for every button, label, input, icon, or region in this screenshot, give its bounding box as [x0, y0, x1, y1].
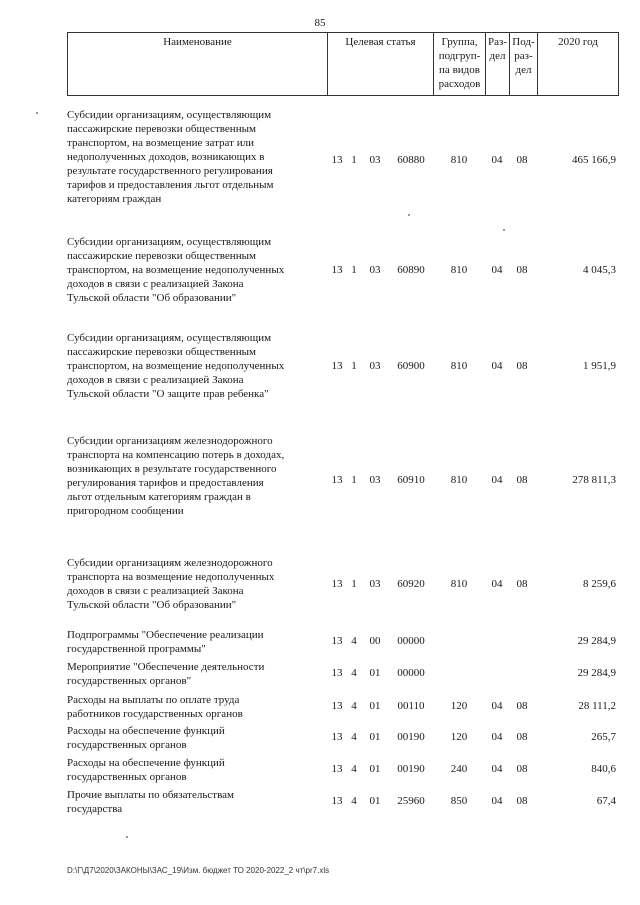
program-code: 13 [331, 474, 343, 486]
activity-code: 03 [369, 264, 381, 276]
row-name-line: льгот отдельным категориям граждан в [67, 491, 251, 503]
scan-speck [503, 229, 505, 231]
row-name [67, 724, 325, 752]
table-row [67, 788, 619, 818]
expense-type: 810 [450, 578, 468, 590]
row-name-line: пассажирские перевозки общественным [67, 250, 256, 262]
header-group-cell [434, 33, 486, 95]
row-name [67, 556, 325, 612]
subsection-code: 08 [516, 795, 528, 807]
table-row [67, 108, 619, 212]
table-row [67, 235, 619, 309]
row-name-line: государственных органов [67, 739, 187, 751]
header-group-line: па видов [439, 64, 480, 76]
row-name-line: Расходы на выплаты по оплате труда [67, 694, 240, 706]
program-code: 13 [331, 154, 343, 166]
section-code: 04 [491, 795, 503, 807]
row-name-line: Субсидии организациям железнодорожного [67, 557, 273, 569]
row-name [67, 108, 325, 206]
row-name-line: доходов в связи с реализацией Закона [67, 374, 244, 386]
row-name-line: Прочие выплаты по обязательствам [67, 789, 234, 801]
row-name-line: доходов в связи с реализацией Закона [67, 585, 244, 597]
program-code: 13 [331, 763, 343, 775]
amount: 465 166,9 [572, 154, 616, 166]
header-podrazdel-line: раз- [514, 50, 533, 62]
header-target-cell [328, 33, 434, 95]
row-name-line: Субсидии организациям железнодорожного [67, 435, 273, 447]
section-code: 04 [491, 264, 503, 276]
amount: 8 259,6 [583, 578, 616, 590]
scan-speck [408, 214, 410, 216]
header-podrazdel-line: Под- [512, 36, 535, 48]
header-podrazdel-line: дел [515, 64, 532, 76]
section-code: 04 [491, 700, 503, 712]
scan-speck [36, 112, 38, 114]
row-name-line: Субсидии организациям, осуществляющим [67, 332, 272, 344]
row-name-line: категориям граждан [67, 193, 162, 205]
expense-type: 120 [450, 731, 468, 743]
header-group-line: подгруп- [438, 50, 481, 62]
table-row [67, 756, 619, 786]
row-name-line: Мероприятие "Обеспечение деятельности [67, 661, 265, 673]
section-code: 04 [491, 154, 503, 166]
program-code: 13 [331, 264, 343, 276]
program-code: 13 [331, 795, 343, 807]
header-group-line: расходов [438, 78, 481, 90]
subsection-code: 08 [516, 360, 528, 372]
amount: 28 111,2 [578, 700, 616, 712]
header-razdel-line: дел [489, 50, 506, 62]
subprogram-code: 4 [351, 795, 357, 807]
table-header [67, 32, 619, 96]
table-row [67, 660, 619, 690]
header-year-cell [538, 33, 618, 95]
row-name-line: транспортом, на возмещение затрат или [67, 137, 254, 149]
table-row [67, 693, 619, 723]
row-name [67, 331, 325, 401]
direction-code: 60900 [397, 360, 425, 372]
page-number: 85 [314, 17, 326, 29]
row-name-line: транспортом, на возмещение недополученных [67, 264, 285, 276]
header-name-cell [68, 33, 328, 95]
subprogram-code: 1 [351, 474, 357, 486]
activity-code: 03 [369, 360, 381, 372]
amount: 29 284,9 [577, 635, 616, 647]
row-name [67, 628, 325, 656]
row-name-line: пригородном сообщении [67, 505, 184, 517]
expense-type: 810 [450, 360, 468, 372]
direction-code: 25960 [397, 795, 425, 807]
row-name-line: результате государственного регулирования [67, 165, 273, 177]
row-name [67, 693, 325, 721]
table-row [67, 331, 619, 405]
subsection-code: 08 [516, 264, 528, 276]
subprogram-code: 4 [351, 700, 357, 712]
row-name-line: Подпрограммы "Обеспечение реализации [67, 629, 264, 641]
row-name [67, 434, 325, 518]
program-code: 13 [331, 635, 343, 647]
activity-code: 01 [369, 731, 381, 743]
row-name-line: пассажирские перевозки общественным [67, 346, 256, 358]
subprogram-code: 4 [351, 667, 357, 679]
expense-type: 120 [450, 700, 468, 712]
row-name [67, 660, 325, 688]
activity-code: 01 [369, 700, 381, 712]
expense-type: 810 [450, 474, 468, 486]
header-name: Наименование [163, 36, 232, 48]
row-name [67, 235, 325, 305]
subsection-code: 08 [516, 474, 528, 486]
row-name-line: транспорта на возмещение недополученных [67, 571, 275, 583]
activity-code: 03 [369, 154, 381, 166]
direction-code: 00110 [397, 700, 425, 712]
row-name-line: Тульской области "О защите прав ребенка" [67, 388, 269, 400]
row-name-line: государственных органов" [67, 675, 192, 687]
activity-code: 03 [369, 474, 381, 486]
row-name-line: возникающих в результате государственного [67, 463, 277, 475]
header-group-line: Группа, [441, 36, 478, 48]
header-target: Целевая статья [345, 36, 416, 48]
expense-type: 810 [450, 154, 468, 166]
row-name [67, 756, 325, 784]
activity-code: 01 [369, 795, 381, 807]
subprogram-code: 1 [351, 578, 357, 590]
section-code: 04 [491, 474, 503, 486]
subsection-code: 08 [516, 763, 528, 775]
amount: 840,6 [591, 763, 616, 775]
activity-code: 03 [369, 578, 381, 590]
amount: 278 811,3 [572, 474, 616, 486]
section-code: 04 [491, 731, 503, 743]
header-razdel-line: Раз- [487, 36, 507, 48]
direction-code: 00000 [397, 635, 425, 647]
direction-code: 00000 [397, 667, 425, 679]
row-name-line: Расходы на обеспечение функций [67, 725, 225, 737]
subsection-code: 08 [516, 700, 528, 712]
expense-type: 810 [450, 264, 468, 276]
row-name-line: Тульской области "Об образовании" [67, 599, 237, 611]
direction-code: 60920 [397, 578, 425, 590]
table-row [67, 724, 619, 754]
subprogram-code: 1 [351, 360, 357, 372]
program-code: 13 [331, 578, 343, 590]
direction-code: 00190 [397, 763, 425, 775]
section-code: 04 [491, 578, 503, 590]
row-name-line: государственной программы" [67, 643, 206, 655]
amount: 1 951,9 [583, 360, 616, 372]
row-name-line: Субсидии организациям, осуществляющим [67, 236, 272, 248]
subprogram-code: 4 [351, 731, 357, 743]
direction-code: 60890 [397, 264, 425, 276]
table-row [67, 434, 619, 524]
subprogram-code: 4 [351, 763, 357, 775]
subsection-code: 08 [516, 578, 528, 590]
row-name-line: пассажирские перевозки общественным [67, 123, 256, 135]
row-name-line: регулирования тарифов и предоставления [67, 477, 264, 489]
amount: 4 045,3 [583, 264, 616, 276]
row-name-line: Субсидии организациям, осуществляющим [67, 109, 272, 121]
scan-speck [126, 836, 128, 838]
header-razdel-cell [486, 33, 510, 95]
row-name-line: Тульской области "Об образовании" [67, 292, 237, 304]
row-name-line: транспорта на компенсацию потерь в доходах, [67, 449, 285, 461]
row-name-line: работников государственных органов [67, 708, 243, 720]
activity-code: 00 [369, 635, 381, 647]
row-name-line: государства [67, 803, 123, 815]
direction-code: 60880 [397, 154, 425, 166]
row-name-line: государственных органов [67, 771, 187, 783]
program-code: 13 [331, 667, 343, 679]
amount: 29 284,9 [577, 667, 616, 679]
program-code: 13 [331, 731, 343, 743]
section-code: 04 [491, 360, 503, 372]
direction-code: 60910 [397, 474, 425, 486]
row-name-line: доходов в связи с реализацией Закона [67, 278, 244, 290]
row-name [67, 788, 325, 816]
activity-code: 01 [369, 667, 381, 679]
row-name-line: недополученных доходов, возникающих в [67, 151, 265, 163]
file-path-footer: D:\Г\Д7\2020\ЗАКОНЫ\ЗАС_19\Изм. бюджет ТО 2020-2022_2 чт\pr7.xls [67, 866, 330, 875]
header-podrazdel-cell [510, 33, 538, 95]
header-year: 2020 год [558, 36, 598, 48]
expense-type: 850 [450, 795, 468, 807]
direction-code: 00190 [397, 731, 425, 743]
section-code: 04 [491, 763, 503, 775]
amount: 67,4 [596, 795, 616, 807]
table-row [67, 556, 619, 616]
subsection-code: 08 [516, 154, 528, 166]
activity-code: 01 [369, 763, 381, 775]
subprogram-code: 4 [351, 635, 357, 647]
subsection-code: 08 [516, 731, 528, 743]
row-name-line: транспортом, на возмещение недополученных [67, 360, 285, 372]
program-code: 13 [331, 700, 343, 712]
subprogram-code: 1 [351, 264, 357, 276]
row-name-line: тарифов и предоставления льгот отдельным [67, 179, 274, 191]
subprogram-code: 1 [351, 154, 357, 166]
row-name-line: Расходы на обеспечение функций [67, 757, 225, 769]
amount: 265,7 [591, 731, 616, 743]
table-row [67, 628, 619, 658]
expense-type: 240 [450, 763, 468, 775]
program-code: 13 [331, 360, 343, 372]
